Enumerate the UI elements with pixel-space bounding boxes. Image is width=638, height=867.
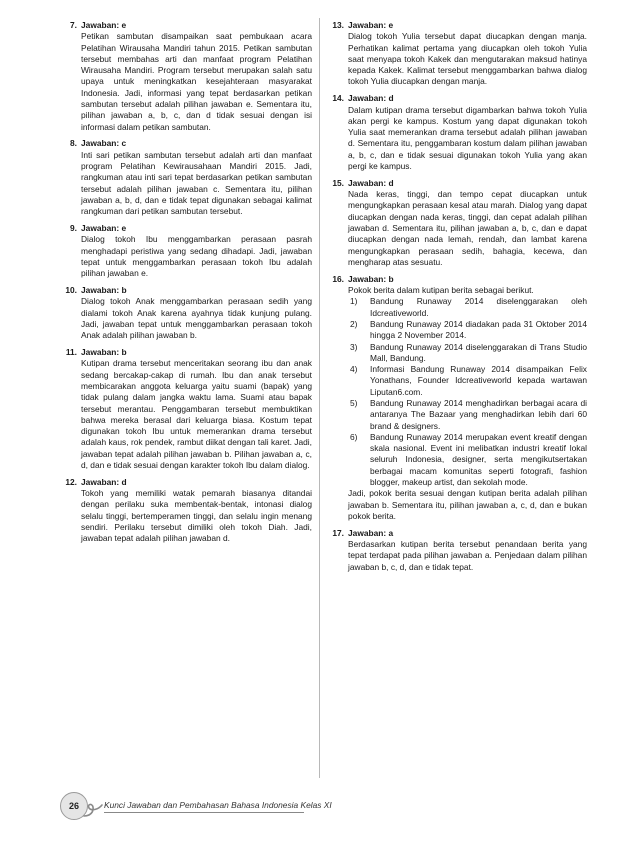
answer-item-16 — [327, 274, 587, 523]
explanation-text: Dalam kutipan drama tersebut digambarkan bahwa tokoh Yulia akan pergi ke kampus. Kostum yang dapat digunakan tokoh Yulia saat memerankan drama tersebut adalah pilihan jawaban d. Sementara itu, penggambaran kostum dalam pilihan jawaban a, b, c, dan e tidak sesuai digunakan tokoh Yulia yang akan pergi ke kampus. — [348, 104, 587, 172]
answer-label: Jawaban: c — [81, 138, 127, 149]
item-number: 16. — [332, 273, 344, 284]
answer-item-11 — [60, 347, 312, 471]
answer-item-7 — [60, 20, 312, 133]
answer-label: Jawaban: d — [348, 177, 394, 188]
list-item — [348, 364, 587, 398]
item-number: 14. — [332, 93, 344, 104]
list-item-text: Bandung Runaway 2014 diadakan pada 31 Oktober 2014 hingga 2 November 2014. — [370, 318, 587, 341]
item-number: 15. — [332, 177, 344, 188]
explanation-text: Dialog tokoh Anak menggambarkan perasaan sedih yang dialami tokoh Anak karena ayahnya tidak kunjung pulang. Jadi, jawaban tepat untuk menggambarkan perasaan tokoh Anak adalah pilihan jawaban b. — [81, 296, 312, 341]
list-item — [348, 296, 587, 319]
item-number: 11. — [65, 347, 77, 358]
right-column — [327, 20, 587, 578]
page-footer — [60, 792, 600, 820]
list-item — [348, 398, 587, 432]
answer-item-15 — [327, 178, 587, 268]
answer-label: Jawaban: e — [81, 20, 127, 30]
answer-item-13 — [327, 20, 587, 88]
explanation-text: Tokoh yang memiliki watak pemarah biasanya ditandai dengan perilaku suka membentak-bentak, intonasi dialog selalu tinggi, bertemperamen tinggi, dan selalu ingin menang sendiri. Perilaku tersebut dimiliki oleh tokoh Diah. Jadi, jawaban tepat adalah pilihan jawaban d. — [81, 488, 312, 544]
explanation-text: Nada keras, tinggi, dan tempo cepat diucapkan untuk mengungkapkan perasaan kesal atau marah. Dialog yang dapat diucapkan dengan nada keras, tinggi, dan cepat adalah pilihan jawaban d. Sementara itu, pilihan jawaban a, b, c, dan e dapat diucapkan dengan nada lemah, rendah, dan lambat karena mengungkapkan perasaan sedih, bahagia, kecewa, dan mengharap atas sesuatu. — [348, 189, 587, 267]
footer-title: Kunci Jawaban dan Pembahasan Bahasa Indonesia Kelas XI — [104, 800, 332, 810]
column-divider — [319, 18, 320, 778]
item-number: 13. — [332, 20, 344, 30]
explanation-text: Kutipan drama tersebut menceritakan seorang ibu dan anak sedang bercakap-cakap di rumah. Ibu dan anak tersebut membicarakan anggota keluarga yaitu suami (bapak) yang tidak pulang dalam jangka waktu lama. Suami atau bapak tersebut merantau. Penggambaran tersebut membuktikan bahwa mereka berasal dari keluarga biasa. Kostum tepat digunakan tokoh Ibu untuk memerankan drama tersebut adalah kaus, rok pendek, rambut diikat dengan tali karet. Jadi, jawaban tepat adalah pilihan jawaban b. Pilihan jawaban a, c, d, dan e tidak sesuai dengan karakter tokoh Ibu dalam dialog. — [81, 358, 312, 470]
answer-item-17 — [327, 528, 587, 573]
answer-label: Jawaban: b — [81, 347, 127, 358]
item-number: 7. — [70, 20, 77, 30]
list-item-text: Bandung Runaway 2014 merupakan event kreatif dengan skala nasional. Event ini melibatkan industri kreatif lokal seluruh Indonesia, designer, serta mengikutsertakan berbagai macam komunitas seperti fotografi, fashion blogger, makeup artist, dan sekolah mode. — [370, 431, 587, 488]
list-item-number: 5) — [350, 398, 358, 408]
page-number: 26 — [60, 792, 88, 820]
list-item-number: 6) — [350, 431, 358, 442]
list-item-number: 4) — [350, 364, 358, 375]
item-number: 17. — [332, 527, 344, 538]
answer-label: Jawaban: e — [81, 223, 127, 234]
list-item-text: Bandung Runaway 2014 menghadirkan berbagai acara di antaranya The Bazaar yang menghadirkan lebih dari 60 brand & designers. — [370, 398, 587, 431]
news-points-list — [348, 296, 587, 488]
list-item — [348, 342, 587, 365]
explanation-text: Petikan sambutan disampaikan saat pembukaan acara Pelatihan Wirausaha Mandiri tahun 2015. Petikan sambutan tersebut membahas arti dan manfaat program Pelatihan Wirausaha Mandiri. Program tersebut merupakan salah satu upaya untuk meningkatkan kesejahteraan masyarakat Indonesia. Jadi, informasi yang tepat berdasarkan petikan sambutan tersebut adalah pilihan jawaban e. Sementara itu, pilihan jawaban a, b, c, dan d tidak sesuai dengan isi informasi dalam petikan sambutan. — [81, 31, 312, 132]
explanation-conclusion: Jadi, pokok berita sesuai dengan kutipan berita adalah pilihan jawaban b. Sementara itu, pilihan jawaban a, c, d, dan e bukan pokok berita. — [348, 488, 587, 521]
list-item-number: 3) — [350, 341, 358, 352]
list-item — [348, 432, 587, 488]
swirl-ornament-icon — [82, 802, 104, 818]
list-item — [348, 319, 587, 342]
list-item-text: Bandung Runaway 2014 diselenggarakan di Trans Studio Mall, Bandung. — [370, 341, 587, 363]
answer-item-8 — [60, 138, 312, 217]
explanation-text: Dialog tokoh Ibu menggambarkan perasaan pasrah menghadapi peristiwa yang sedang dihadapi. Jadi, jawaban tepat untuk menggambarkan perasaan tokoh Ibu adalah pilihan jawaban e. — [81, 234, 312, 279]
item-number: 9. — [70, 223, 77, 234]
answer-item-9 — [60, 223, 312, 279]
answer-label: Jawaban: b — [348, 273, 394, 284]
list-item-text: Bandung Runaway 2014 diselenggarakan oleh Idcreativeworld. — [370, 296, 587, 318]
answer-item-12 — [60, 477, 312, 545]
list-item-number: 1) — [350, 296, 358, 307]
explanation-text: Inti sari petikan sambutan tersebut adalah arti dan manfaat program Pelatihan Kewirausahaan Mandiri 2015. Jadi, rangkuman atau inti sari tepat berdasarkan petikan sambutan tersebut adalah pilihan jawaban c. Sementara itu, pilihan jawaban a, b, d, dan e tidak tepat digunakan sebagai kalimat rangkuman dari petikan sambutan tersebut. — [81, 149, 312, 217]
answer-label: Jawaban: d — [348, 93, 394, 104]
item-number: 8. — [70, 138, 77, 149]
answer-item-14 — [327, 93, 587, 172]
answer-item-10 — [60, 285, 312, 341]
answer-label: Jawaban: b — [81, 285, 127, 296]
explanation-text: Dialog tokoh Yulia tersebut dapat diucapkan dengan manja. Perhatikan kalimat pertama yang diucapkan oleh tokoh Yulia saat menyapa tokoh Kakek dan mengutarakan maksud hatinya kepada Kakek. Kalimat tersebut menggambarkan bahwa dialog tokoh Yulia diucapkan dengan manja. — [348, 31, 587, 87]
footer-rule — [104, 812, 304, 813]
answer-label: Jawaban: a — [348, 527, 394, 538]
answer-label: Jawaban: d — [81, 476, 127, 487]
explanation-intro: Pokok berita dalam kutipan berita sebagai berikut. — [348, 285, 534, 296]
left-column — [60, 20, 312, 550]
list-item-number: 2) — [350, 318, 358, 329]
item-number: 10. — [65, 285, 77, 296]
list-item-text: Informasi Bandung Runaway 2014 disampaikan Felix Yonathans, Founder Idcreativeworld kepada wartawan Liputan6.com. — [370, 364, 587, 397]
answer-label: Jawaban: e — [348, 20, 394, 30]
item-number: 12. — [65, 476, 77, 487]
explanation-text: Berdasarkan kutipan berita tersebut penandaan berita yang tepat terdapat pada pilihan jawaban a. Penjedaan dalam pilihan jawaban b, c, d, dan e tidak tepat. — [348, 539, 587, 572]
